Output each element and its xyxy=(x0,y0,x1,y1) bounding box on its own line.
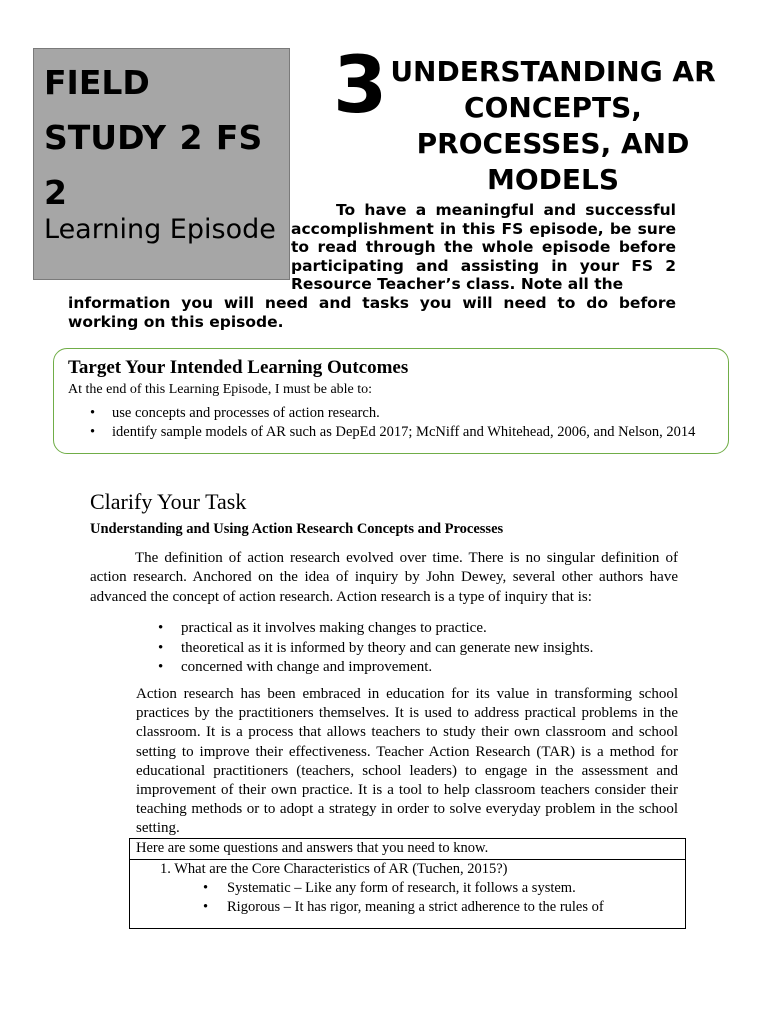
learning-outcomes-title: Target Your Intended Learning Outcomes xyxy=(68,357,409,378)
list-item xyxy=(203,898,673,917)
body-paragraph: Action research has been embraced in education for its value in transforming school practices by the practitioners themselves. It is used to address practical problems in the classroom. It is a process that allows teachers to study their own classroom and school setting to improve their effectiveness. Teacher Action Research (TAR) is a method for educational practitioners (teachers, school leaders) to engage in the assessment and improvement of their own practice. It is a tool to help classroom teachers consider their teaching methods or to adopt a strategy in order to solve everyday problem in the school setting. xyxy=(136,686,678,837)
list-item xyxy=(203,879,673,898)
learning-outcomes-list xyxy=(90,404,710,442)
list-item-text: practical as it involves making changes to practice. xyxy=(181,620,487,636)
list-item xyxy=(90,404,710,423)
list-item-text: use concepts and processes of action research. xyxy=(112,405,380,421)
list-item-text: identify sample models of AR such as DepEd 2017; McNiff and Whitehead, 2006, and Nelson, 2014 xyxy=(112,424,696,440)
qa-table xyxy=(129,838,686,929)
list-item-text: Rigorous – It has rigor, meaning a strict adherence to the rules of xyxy=(227,898,604,915)
intro-text-bottom: information you will need and tasks you will need to do before working on this episode. xyxy=(68,294,676,331)
learning-episode-label: Learning Episode xyxy=(44,214,276,245)
qa-question: 1. What are the Core Characteristics of AR (Tuchen, 2015?) xyxy=(160,861,508,877)
list-item xyxy=(90,423,710,442)
episode-number: 3 xyxy=(333,41,388,131)
bullet-icon: • xyxy=(203,880,209,896)
list-item xyxy=(158,619,678,639)
bullet-icon: • xyxy=(158,639,164,656)
qa-table-header: Here are some questions and answers that you need to know. xyxy=(130,839,685,860)
course-title-box xyxy=(33,48,290,280)
list-item-text: Systematic – Like any form of research, it follows a system. xyxy=(227,880,576,896)
qa-answer-list xyxy=(203,879,673,916)
list-item xyxy=(158,658,678,678)
list-item-text: theoretical as it is informed by theory and can generate new insights. xyxy=(181,639,594,656)
bullet-icon: • xyxy=(158,659,164,675)
body-paragraph: The definition of action research evolved over time. There is no singular definition of action research. Anchored on the idea of inquiry by John Dewey, several other authors have advanced the concept of action research. Action research is a type of inquiry that is: xyxy=(90,550,678,605)
bullet-icon: • xyxy=(90,405,96,421)
bullet-icon: • xyxy=(203,898,209,915)
bullet-icon: • xyxy=(158,620,164,636)
section-subheading: Understanding and Using Action Research Concepts and Processes xyxy=(90,521,504,537)
bullet-icon: • xyxy=(90,424,96,440)
list-item xyxy=(158,639,678,659)
episode-title: UNDERSTANDING AR CONCEPTS, PROCESSES, AND MODELS xyxy=(390,55,716,196)
section-heading: Clarify Your Task xyxy=(90,489,247,514)
characteristics-list xyxy=(158,619,678,678)
course-title: FIELD STUDY 2 FS 2 xyxy=(44,63,263,212)
learning-outcomes-intro: At the end of this Learning Episode, I must be able to: xyxy=(68,382,373,397)
intro-text-top: To have a meaningful and successful accomplishment in this FS episode, be sure to read through the whole episode before participating and assisting in your FS 2 Resource Teacher’s class. Note all the xyxy=(291,201,676,294)
list-item-text: concerned with change and improvement. xyxy=(181,659,433,675)
